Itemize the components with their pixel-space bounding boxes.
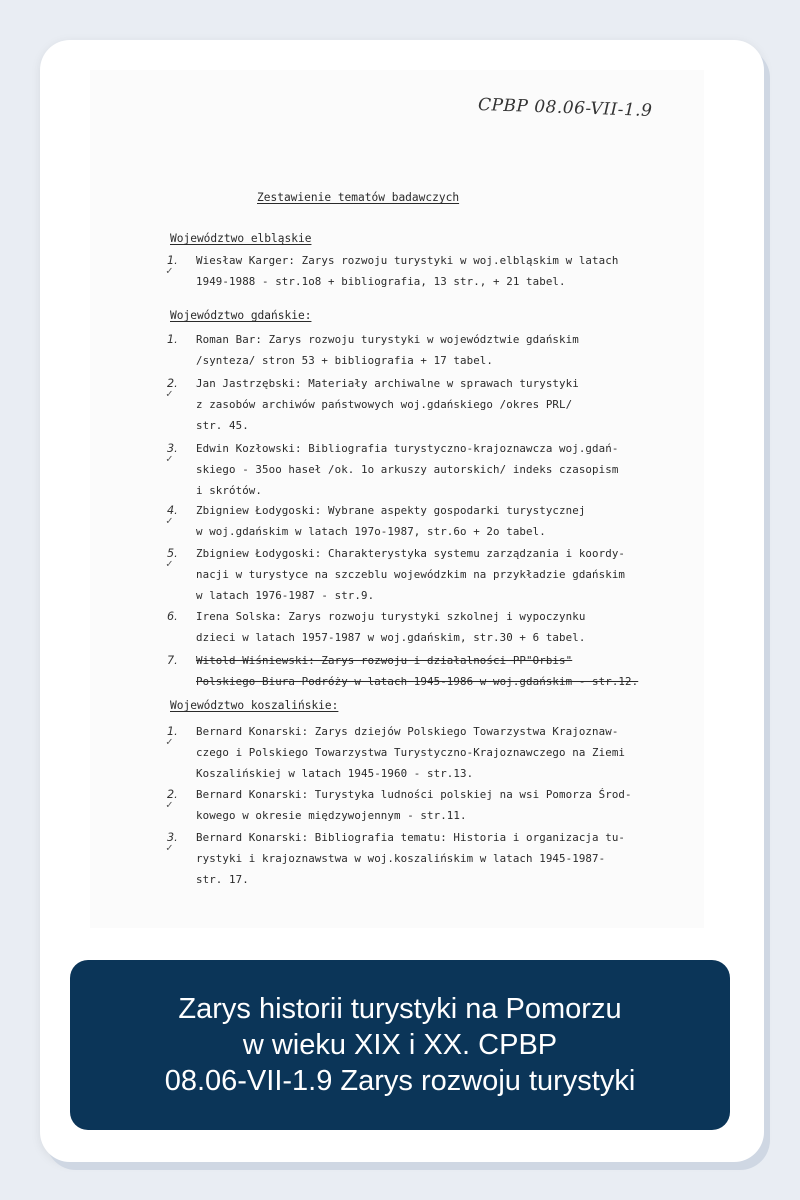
caption-banner <box>70 960 730 1130</box>
item-number: 5. <box>167 547 178 560</box>
section-heading-gdanskie: Województwo gdańskie: <box>170 309 312 322</box>
item-number: 1. <box>167 725 178 738</box>
handwritten-reference: CPBP 08.06-VII-1.9 <box>477 94 653 122</box>
check-mark-icon: ✓ <box>166 557 173 570</box>
item-number: 2. <box>167 377 178 390</box>
scanned-page: CPBP 08.06-VII-1.9 Zestawienie tematów badawczych Województwo elbląskie 1. ✓ Wiesław Karger: Zarys rozwoju turystyki w woj.elbląskim w latach 1949-1988 - str.1o8 + bibliografia, 13 str., + 21 tabel. Województwo gdańskie: 1. Roman Bar: Zarys rozwoju turystyki w województwie gdańskim /synteza/ stron 53 + bibliografia + 17 tabel. 2. ✓ Jan Jastrzębski: Materiały archiwalne w sprawach turystyki z zasobów archiwów państwowych woj.gdańskiego /okres PRL/ str. 45. 3. ✓ Edwin Kozłowski: Bibliografia turystyczno-krajoznawcza woj.gdań- skiego - 35oo haseł /ok. 1o arkuszy autorskich/ indeks czasopism i skrótów. 4. ✓ Zbigniew Łodygoski: Wybrane aspekty gospodarki turystycznej w woj.gdańskim w latach 197o-1987, str.6o + 2o tabel. 5. ✓ Zbigniew Łodygoski: Charakterystyka systemu zarządzania i koordy- nacji w turystyce na szczeblu wojewódzkim na przykładzie gdańskim w latach 1976-1987 - str.9. 6. Irena Solska: Zarys rozwoju turystyki szkolnej i wypoczynku dzieci w latach 1957-1987 w woj.gdańskim, str.30 + 6 tabel. 7. Witold Wiśniewski: Zarys rozwoju i działalności PP"Orbis" Polskiego Biura Podróży w latach 1945-1986 w woj.gdańskim - str.12. Województwo koszalińskie: 1. ✓ Bernard Konarski: Zarys dziejów Polskiego Towarzystwa Krajoznaw- czego i Polskiego Towarzystwa Turystyczno-Krajoznawczego na Ziemi Koszalińskiej w latach 1945-1960 - str.13. 2. ✓ Bernard Konarski: Turystyka ludności polskiej na wsi Pomorza Środ- kowego w okresie międzywojennym - str.11. 3. ✓ Bernard Konarski: Bibliografia tematu: Historia i organizacja tu- rystyki i krajoznawstwa w woj.koszalińskim w latach 1945-1987- str. 17. <box>90 70 704 928</box>
caption-line: Zarys historii turystyki na Pomorzu <box>178 993 622 1025</box>
check-mark-icon: ✓ <box>166 387 173 400</box>
check-mark-icon: ✓ <box>166 841 173 854</box>
item-number: 1. <box>167 254 178 267</box>
item-number: 6. <box>167 610 178 623</box>
item-number: 3. <box>167 831 178 844</box>
item-number: 2. <box>167 788 178 801</box>
check-mark-icon: ✓ <box>166 264 173 277</box>
caption-line: 08.06-VII-1.9 Zarys rozwoju turystyki <box>164 1065 636 1097</box>
check-mark-icon: ✓ <box>166 798 173 811</box>
section-heading-elblaskie: Województwo elbląskie <box>170 232 312 245</box>
item-number: 1. <box>167 333 178 346</box>
section-heading-koszalinskie: Województwo koszalińskie: <box>170 699 339 712</box>
document-title: Zestawienie tematów badawczych <box>257 191 460 204</box>
check-mark-icon: ✓ <box>166 735 173 748</box>
item-number: 7. <box>167 654 178 667</box>
item-number: 3. <box>167 442 178 455</box>
item-number: 4. <box>167 504 178 517</box>
document-card <box>40 40 764 1162</box>
check-mark-icon: ✓ <box>166 452 173 465</box>
check-mark-icon: ✓ <box>166 514 173 527</box>
caption-line: w wieku XIX i XX. CPBP <box>242 1029 558 1061</box>
